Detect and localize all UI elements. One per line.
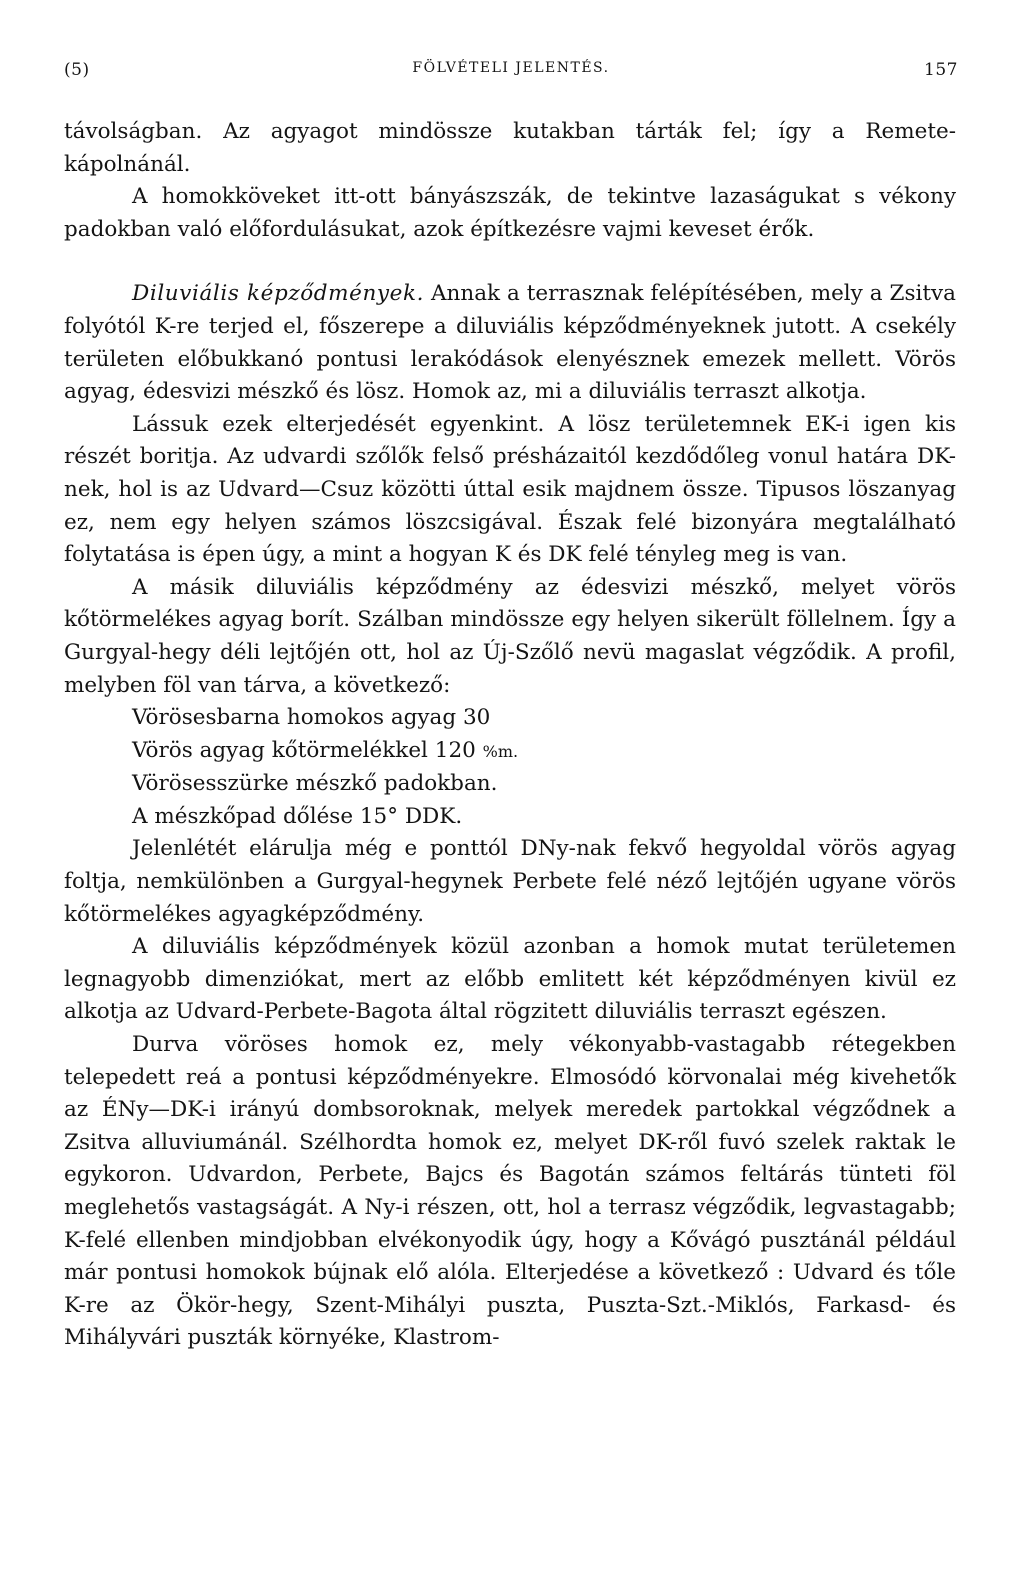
body-text [64,116,956,1355]
paragraph-2: A homokköveket itt-ott bányászszák, de tekintve lazaságukat s vékony padokban való előfordulásukat, azok építkezésre vajmi keveset érők. [64,184,956,242]
paragraph-6: Jelenlétét elárulja még e ponttól DNy-nak fekvő hegyoldal vörös agyag foltja, nemkülönben a Gurgyal-hegynek Perbete felé néző lejtőjén ugyane vörös kőtörmelékes agyagképződmény. [64,836,956,927]
paragraph-4: Lássuk ezek elterjedését egyenkint. A lösz területemnek EK-i igen kis részét boritja. Az udvardi szőlők felső présházaitól kezdődőleg vonul határa DK-nek, hol is az Udvard—Csuz közötti úttal esik majdnem össze. Tipusos löszanyag ez, nem egy helyen számos löszcsigával. Észak felé bizonyára megtalálható folytatása is épen úgy, a mint a hogyan K és DK felé tényleg meg is van. [64,411,956,568]
paragraph-7: A diluviális képződmények közül azonban a homok mutat területemen legnagyobb dimenziókat, mert az előbb emlitett két képződményen kivül ez alkotja az Udvard-Perbete-Bagota által rögzitett diluviális terraszt egészen. [64,934,956,1025]
chapter-number: (5) [64,60,90,80]
unit-mm: %m. [482,741,519,761]
profile-line-2-text: Vörös agyag kőtörmelékkel 120 [132,737,483,763]
paragraph-1: távolságban. Az agyagot mindössze kutakban tárták fel; így a Remete-kápolnánál. [64,119,956,177]
page-number: 157 [924,60,958,80]
profile-list [64,702,956,833]
paragraph-5: A másik diluviális képződmény az édesvizi mészkő, melyet vörös kőtörmelékes agyag borít. Szálban mindössze egy helyen sikerült föllelnem. Így a Gurgyal-hegy déli lejtőjén ott, hol az Új-Szőlő nevü magaslat végződik. A profil, melyben föl van tárva, a következő: [64,574,956,698]
profile-line-4: A mészkőpad dőlése 15° DDK. [132,803,463,829]
paragraph-8: Durva vöröses homok ez, mely vékonyabb-vastagabb rétegekben telepedett reá a pontusi képződményekre. Elmosódó körvonalai még kivehetők az ÉNy—DK-i irányú dombsoroknak, melyek meredek partokkal végződnek a Zsitva alluviumánál. Szélhordta homok ez, melyet DK-ről fuvó szelek raktak le egykoron. Udvardon, Perbete, Bajcs és Bagotán számos feltárás tünteti föl meglehetős vastagságát. A Ny-i részen, ott, hol a terrasz végződik, legvastagabb; K-felé ellenben mindjobban elvékonyodik úgy, hogy a Kővágó pusztánál például már pontusi homokok bújnak elő alóla. Elterjedése a következő : Udvard és tőle K-re az Ökör-hegy, Szent-Mihályi puszta, Puszta-Szt.-Miklós, Farkasd- és Mihályvári puszták környéke, Klastrom- [64,1032,956,1351]
profile-line-2 [132,735,956,769]
running-header [64,60,958,90]
section-heading: Diluviális képződmények. [132,281,425,307]
paragraph-3 [64,278,956,408]
paragraph-3-text: Annak a terrasznak felépítésében, mely a Zsitva folyótól K-re terjed el, főszerepe a diluviális képződményeknek jutott. A csekély területen előbukkanó pontusi lerakódások elenyésznek emezek mellett. Vörös agyag, édesvizi mészkő és lösz. Homok az, mi a diluviális terraszt alkotja. [64,281,956,405]
profile-line-1: Vörösesbarna homokos agyag 30 [132,705,491,731]
running-title: FÖLVÉTELI JELENTÉS. [412,60,610,76]
profile-line-3: Vörösesszürke mészkő padokban. [132,771,498,797]
